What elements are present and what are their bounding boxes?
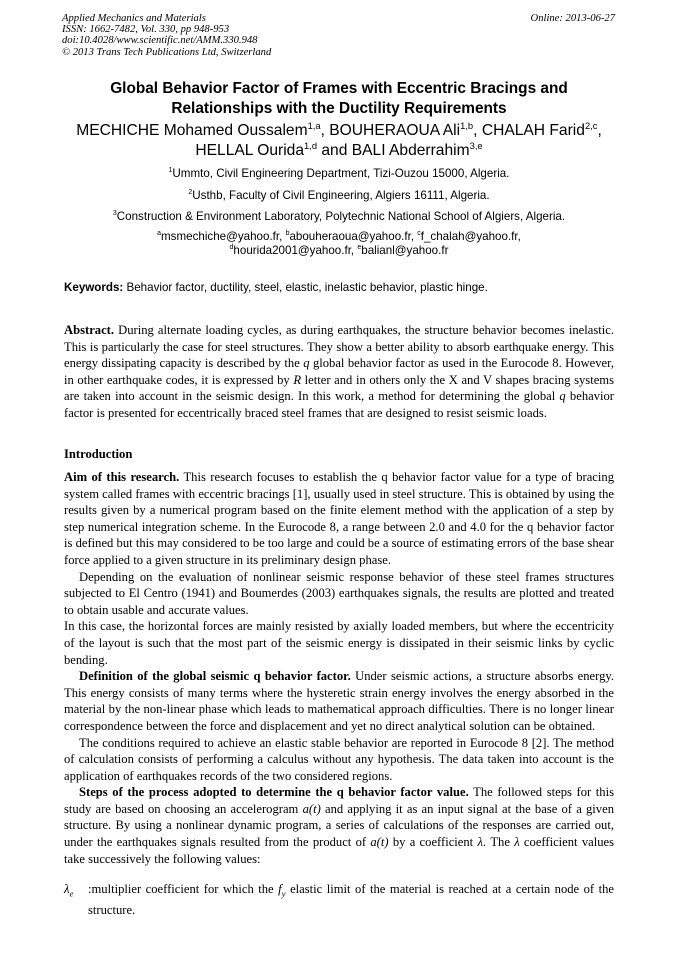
abstract-text: global behavior factor as used in the Eurocode 8. However, in other earthquake codes, it is expressed by [64,356,614,387]
lambda-e-definition [64,881,614,919]
affiliation-text: Construction & Environment Laboratory, Polytechnic National School of Algiers, Algeria. [116,210,566,223]
lambda-subscript: e [69,888,74,899]
author-sup: 2,c [584,120,598,131]
email-link[interactable]: balianl@yahoo.fr [361,244,449,257]
email-sep: , [410,230,418,243]
introduction-body [64,469,614,867]
paragraph-text: and applying it as an input signal at the base of a given structure. By using a nonlinear dynamic program, a series of calculations of the responses are carried out, under the earthquakes signals resulted from the product of [64,801,614,850]
journal-header [62,13,271,58]
author-sep: , [320,122,330,139]
paragraph-conditions: The conditions required to achieve an elastic stable behavior are reported in Eurocode 8 [2]. The method of calculation consists of performing a calculus without any hypothesis. The data taken into account is the application of earthquakes records of the two considered regions. [64,735,614,783]
author-sup: 1,b [460,120,474,131]
author-sup: 1,d [304,140,318,151]
author-name: MECHICHE Mohamed Oussalem [76,122,308,139]
paragraph-aim [64,469,614,569]
lambda-glyph: λ [64,882,70,896]
email-list [55,230,623,258]
journal-issn: ISSN: 1662-7482, Vol. 330, pp 948-953 [62,24,230,36]
email-sep: , [279,230,286,243]
online-date: Online: 2013-06-27 [530,13,615,24]
abstract-label: Abstract. [64,323,115,337]
email-link[interactable]: msmechiche@yahoo.fr [161,230,280,243]
author-name: HELLAL Ourida [195,142,305,159]
journal-copyright: © 2013 Trans Tech Publications Ltd, Switzerland [62,46,272,58]
author-sep: and [317,142,352,159]
title-line-1: Global Behavior Factor of Frames with Eccentric Bracings and [110,80,568,97]
email-link[interactable]: abouheraoua@yahoo.fr [289,230,411,243]
symbol-accelerogram: a(t) [370,835,389,850]
symbol-q: q [559,389,566,404]
symbol-fy-subscript: y [281,888,286,899]
paragraph-text: This research focuses to establish the q behavior factor value for a type of bracing system called frames with eccentric bracings [1], usually used in steel structure. This is obtained by using the results given by a numerical program based on the finite element method with the application of a step by step numerical integration scheme. In the Eurocode 8, a range between 2.0 and 4.0 for the q behavior factor is defined but this may considered to be too large and could be a source of estimating errors of the base shear force applied to a given structure in its preliminary design phase. [64,470,614,567]
affiliation-sup: 2 [188,189,193,197]
keywords-text: Behavior factor, ductility, steel, elastic, inelastic behavior, plastic hinge. [123,281,488,294]
email-link[interactable]: hourida2001@yahoo.fr [233,244,351,257]
author-list [55,121,623,161]
section-heading-introduction: Introduction [64,447,133,461]
abstract-text: letter and in others only the X and V shapes bracing systems are taken into account in the seismic design. In this work, a method for determining the global [64,372,614,404]
affiliation-1 [55,167,623,181]
email-sup: c [417,230,421,238]
email-sep: , [517,230,521,243]
affiliation-sup: 1 [168,167,173,175]
paragraph-text: Under seismic actions, a structure absorbs energy. This energy consists of many terms where the hysteretic strain energy involves the energy absorbed in the material by the non-linear phase which leads to mathematical approach difficulties. There is no longer linear correspondence between the force and displacement and yet no direct analytical solution can be obtained. [64,669,614,733]
paragraph-steps [64,784,614,867]
keywords-label: Keywords: [64,281,124,294]
paragraph-definition [64,668,614,734]
author-sep: , [597,122,602,139]
author-name: CHALAH Farid [481,122,585,139]
email-sup: e [357,244,362,252]
symbol-fy: f [278,882,282,896]
paragraph-text: . The [482,835,515,850]
affiliation-2 [55,189,623,203]
symbol-lambda: λ [514,835,520,850]
title-line-2: Relationships with the Ductility Requirements [171,100,507,117]
email-link[interactable]: f_chalah@yahoo.fr [420,230,518,243]
paragraph-text: coefficient values take successively the following values: [64,835,614,866]
abstract-text: During alternate loading cycles, as during earthquakes, the structure behavior becomes inelastic. This is particularly the case for steel structures. They show a better ability to absorb earthquake energy. This energy dissipating capacity is described by the [64,323,614,371]
author-name: BALI Abderrahim [351,142,470,159]
description-text: :multiplier coefficient for which the [88,882,279,896]
author-sup: 3,e [469,140,483,151]
symbol-accelerogram: a(t) [302,801,321,816]
keywords [64,281,488,295]
paragraph-case: In this case, the horizontal forces are mainly resisted by axially loaded members, but where the eccentricity of the layout is such that the most part of the seismic energy is dissipated in their seismic links by cyclic bending. [64,619,614,667]
journal-name: Applied Mechanics and Materials [62,13,206,24]
affiliation-text: Ummto, Civil Engineering Department, Tizi-Ouzou 15000, Algeria. [172,167,510,180]
symbol-lambda-e [64,881,73,902]
abstract [64,322,614,422]
affiliation-text: Usthb, Faculty of Civil Engineering, Algiers 16111, Algeria. [192,189,490,202]
journal-doi: doi:10.4028/www.scientific.net/AMM.330.948 [62,35,258,47]
symbol-lambda: λ [477,835,483,850]
email-sup: b [285,230,290,238]
affiliation-3 [55,210,623,224]
description-text: elastic limit of the material is reached at a certain node of the structure. [88,882,615,918]
symbol-q: q [303,356,310,371]
paragraph-label: Definition of the global seismic q behavior factor. [79,669,351,684]
author-name: BOUHERAOUA Ali [329,122,461,139]
paragraph-label: Aim of this research. [64,470,180,484]
email-sup: a [157,230,162,238]
paragraph-text: The followed steps for this study are based on choosing an accelerogram [64,785,614,816]
abstract-text: behavior factor is presented for eccentrically braced steel frames that are designed to resist seismic loads. [64,389,614,420]
paragraph-label: Steps of the process adopted to determine the q behavior factor value. [79,785,469,800]
symbol-r: R [293,372,302,387]
author-sep: , [473,122,482,139]
affiliation-sup: 3 [112,210,117,218]
paragraph-depending: Depending on the evaluation of nonlinear seismic response behavior of these steel frames structures subjected to El Centro (1941) and Boumerdes (2003) earthquakes signals, the results are plotted and treated to obtain usable and accurate values. [64,569,614,617]
email-sup: d [229,244,234,252]
author-sup: 1,a [307,120,321,131]
email-sep: , [350,244,358,257]
paragraph-text: by a coefficient [388,835,478,850]
paper-title [62,79,616,119]
lambda-e-description [88,881,614,919]
